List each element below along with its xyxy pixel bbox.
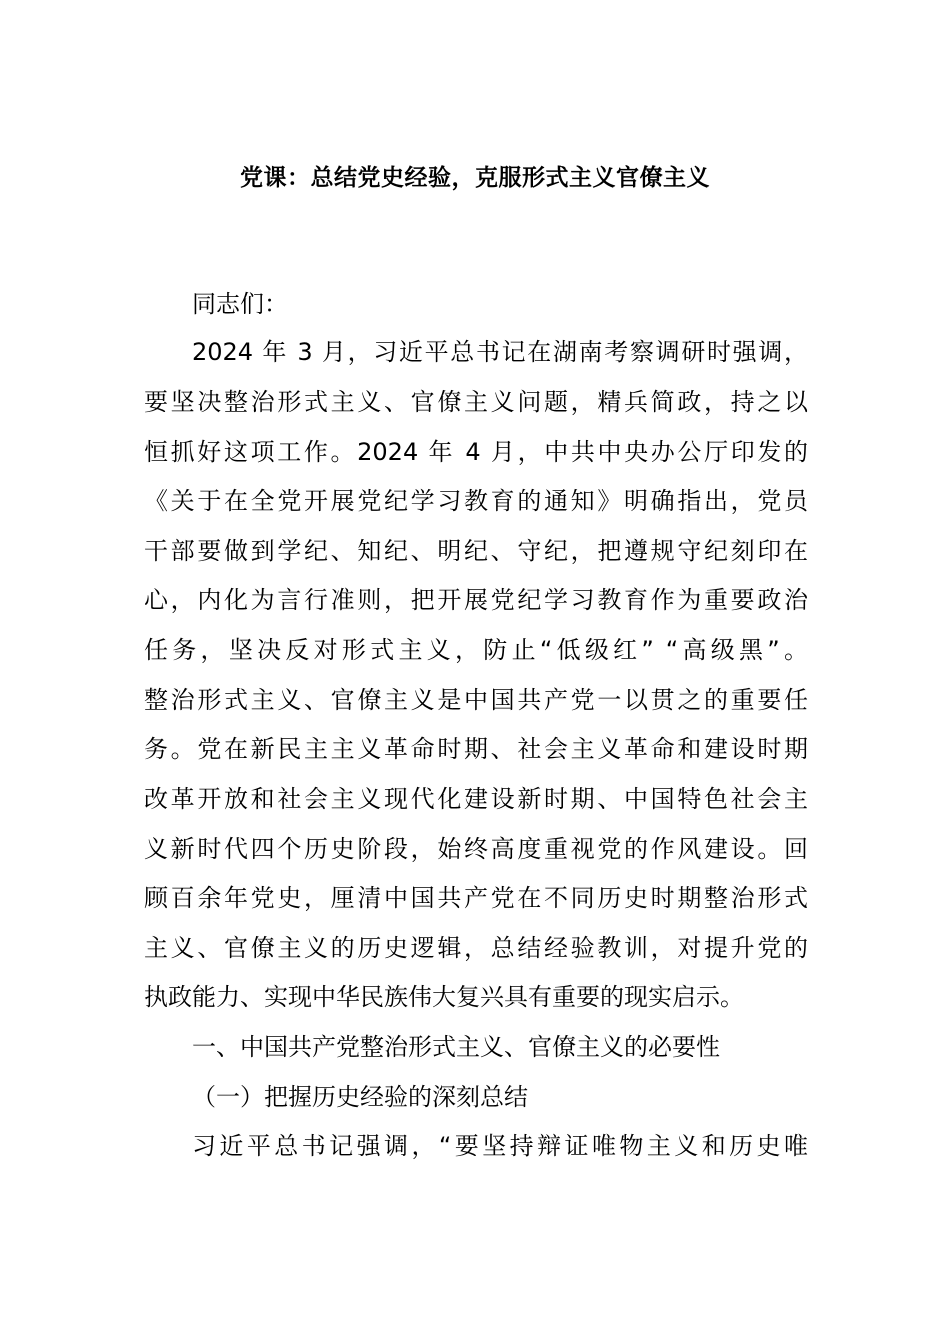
paragraph-line: 习近平总书记强调，“要坚持辩证唯物主义和历史唯	[192, 1132, 808, 1160]
paragraph-line: 任务，坚决反对形式主义，防止“低级红” “高级黑”。	[144, 636, 808, 664]
salutation: 同志们：	[192, 290, 288, 318]
paragraph-line: 务。党在新民主主义革命时期、社会主义革命和建设时期	[144, 735, 808, 763]
paragraph-line: 整治形式主义、官僚主义是中国共产党一以贯之的重要任	[144, 686, 808, 714]
subsection-heading: （一）把握历史经验的深刻总结	[192, 1083, 528, 1111]
paragraph-line: 要坚决整治形式主义、官僚主义问题，精兵简政，持之以	[144, 388, 808, 416]
paragraph-line: 《关于在全党开展党纪学习教育的通知》明确指出，党员	[144, 487, 808, 515]
paragraph-line: 改革开放和社会主义现代化建设新时期、中国特色社会主	[144, 785, 808, 813]
paragraph-line: 义新时代四个历史阶段，始终高度重视党的作风建设。回	[144, 835, 808, 863]
paragraph-line: 主义、官僚主义的历史逻辑，总结经验教训，对提升党的	[144, 934, 808, 962]
section-heading: 一、中国共产党整治形式主义、官僚主义的必要性	[192, 1033, 720, 1061]
paragraph-line: 心，内化为言行准则，把开展党纪学习教育作为重要政治	[144, 586, 808, 614]
paragraph-line: 干部要做到学纪、知纪、明纪、守纪，把遵规守纪刻印在	[144, 537, 808, 565]
paragraph-line: 执政能力、实现中华民族伟大复兴具有重要的现实启示。	[144, 983, 744, 1011]
paragraph-line: 2024 年 3 月，习近平总书记在湖南考察调研时强调，	[192, 338, 808, 366]
paragraph-line: 恒抓好这项工作。2024 年 4 月，中共中央办公厅印发的	[144, 438, 808, 466]
document-title: 党课：总结党史经验，克服形式主义官僚主义	[240, 165, 710, 191]
paragraph-line: 顾百余年党史，厘清中国共产党在不同历史时期整治形式	[144, 884, 808, 912]
